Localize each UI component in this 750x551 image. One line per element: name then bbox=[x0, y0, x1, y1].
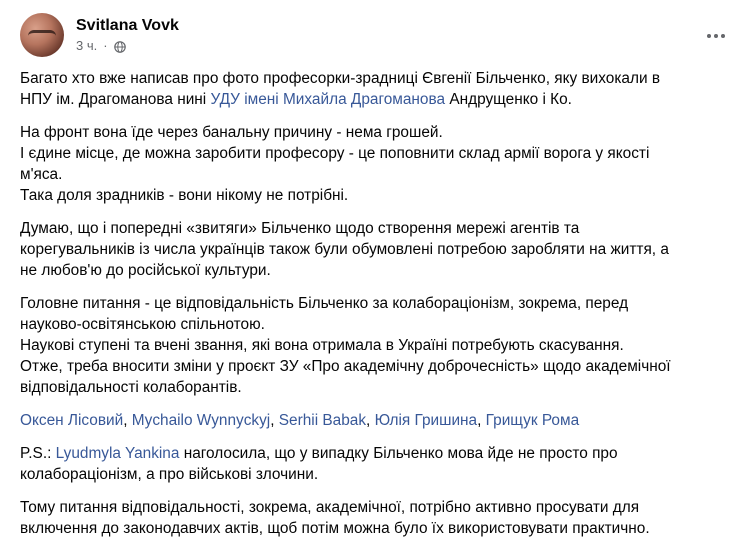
avatar[interactable] bbox=[20, 13, 64, 57]
separator-dot: · bbox=[103, 37, 108, 53]
text-line: Думаю, що і попередні «звитяги» Більченко щодо створення мережі агентів та bbox=[20, 220, 580, 237]
text-line: Така доля зрадників - вони нікому не потрібні. bbox=[20, 187, 349, 204]
post-time[interactable]: 3 ч. bbox=[76, 37, 98, 53]
paragraph-4 bbox=[20, 293, 732, 398]
paragraph-final bbox=[20, 497, 732, 539]
text-line: відповідальності колаборантів. bbox=[20, 379, 242, 396]
tag-lyudmyla-yankina[interactable]: Lyudmyla Yankina bbox=[55, 445, 180, 462]
text-line: Багато хто вже написав про фото професорки-зрадниці Євгенії Більченко, яку вихокали в bbox=[20, 70, 660, 87]
text-line: НПУ ім. Драгоманова нині УДУ імені Михайла Драгоманова Андрущенко і Ко. bbox=[20, 91, 572, 108]
paragraph-3 bbox=[20, 218, 732, 281]
tag-serhii-babak[interactable]: Serhii Babak bbox=[278, 412, 367, 429]
text-line: не любов'ю до російської культури. bbox=[20, 262, 271, 279]
post-subline bbox=[76, 37, 179, 55]
text-line: науково-освітянською спільнотою. bbox=[20, 316, 265, 333]
text-line: Тому питання відповідальності, зокрема, академічної, потрібно активно просувати для bbox=[20, 499, 640, 516]
tags-line: Оксен Лісовий, Mychailo Wynnyckyj, Serhii Babak, Юлія Гришина, Грищук Рома bbox=[20, 412, 580, 429]
post-meta bbox=[76, 16, 179, 55]
text-line: колабораціонізм, а про військові злочини. bbox=[20, 466, 319, 483]
globe-icon[interactable] bbox=[114, 40, 126, 52]
more-options-icon[interactable] bbox=[698, 22, 734, 50]
text-line: м'яса. bbox=[20, 166, 63, 183]
paragraph-ps bbox=[20, 443, 732, 485]
link-udu[interactable]: УДУ імені Михайла Драгоманова bbox=[210, 91, 446, 108]
post-body bbox=[20, 68, 732, 551]
tag-oksen-lisovyi[interactable]: Оксен Лісовий bbox=[20, 412, 124, 429]
text-line: включення до законодавчих актів, щоб потім можна було їх використовувати практично. bbox=[20, 520, 650, 537]
text-line: І єдине місце, де можна заробити професору - це поповнити склад армії ворога у якості bbox=[20, 145, 650, 162]
tag-yuliia-hryshyna[interactable]: Юлія Гришина bbox=[374, 412, 478, 429]
text-line: корегувальників із числа українців також були обумовлені потребою заробляти на життя, а bbox=[20, 241, 669, 258]
post-header bbox=[20, 13, 179, 57]
tags-paragraph bbox=[20, 410, 732, 431]
text-line: На фронт вона їде через банальну причину - нема грошей. bbox=[20, 124, 443, 141]
tag-hryshchuk-roma[interactable]: Грищук Рома bbox=[485, 412, 580, 429]
author-name[interactable]: Svitlana Vovk bbox=[76, 16, 179, 34]
text-line: Головне питання - це відповідальність Більченко за колабораціонізм, зокрема, перед bbox=[20, 295, 629, 312]
tag-mychailo-wynnyckyj[interactable]: Mychailo Wynnyckyj bbox=[131, 412, 271, 429]
text-line: Наукові ступені та вчені звання, які вона отримала в Україні потребують скасування. bbox=[20, 337, 624, 354]
text-line: Отже, треба вносити зміни у проєкт ЗУ «Про академічну доброчесність» щодо академічної bbox=[20, 358, 671, 375]
text-line: P.S.: Lyudmyla Yankina наголосила, що у випадку Більченко мова йде не просто про bbox=[20, 445, 618, 462]
paragraph-1 bbox=[20, 68, 732, 110]
paragraph-2 bbox=[20, 122, 732, 206]
